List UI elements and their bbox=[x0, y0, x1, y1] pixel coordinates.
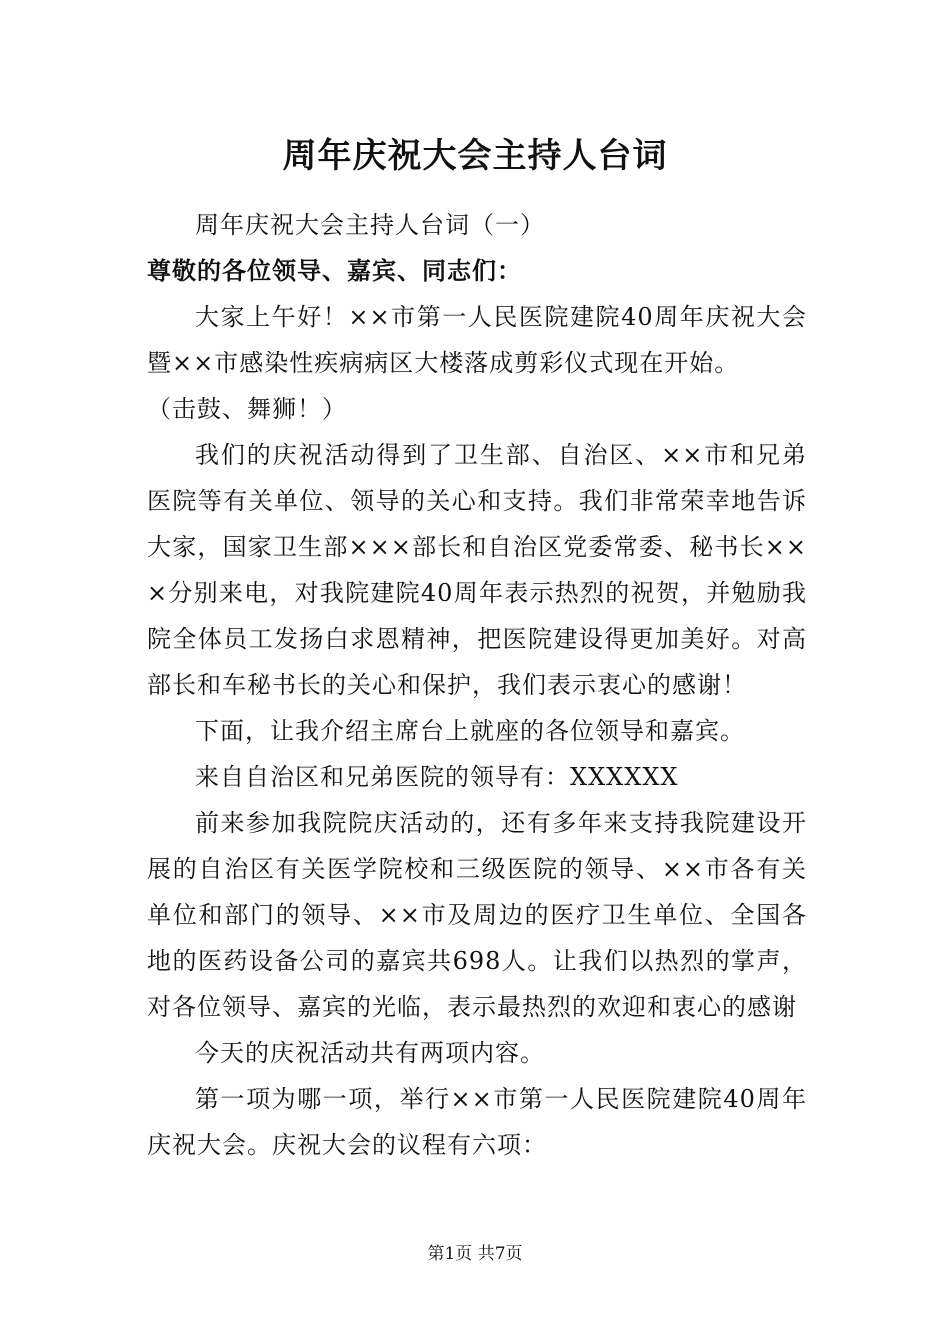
paragraph: 大家上午好！××市第一人民医院建院40周年庆祝大会暨××市感染性疾病病区大楼落成剪彩仪式现在开始。 bbox=[147, 303, 807, 377]
paragraph: 前来参加我院院庆活动的，还有多年来支持我院建设开展的自治区有关医学院校和三级医院的领导、××市各有关单位和部门的领导、××市及周边的医疗卫生单位、全国各地的医药设备公司的嘉宾共698人。让我们以热烈的掌声，对各位领导、嘉宾的光临，表示最热烈的欢迎和衷心的感谢 bbox=[147, 809, 807, 1021]
paragraph: 来自自治区和兄弟医院的领导有：XXXXXX bbox=[195, 763, 679, 791]
paragraph: 今天的庆祝活动共有两项内容。 bbox=[195, 1039, 545, 1067]
paragraph: 下面，让我介绍主席台上就座的各位领导和嘉宾。 bbox=[195, 717, 745, 745]
paragraph: 我们的庆祝活动得到了卫生部、自治区、××市和兄弟医院等有关单位、领导的关心和支持。我们非常荣幸地告诉大家，国家卫生部×××部长和自治区党委常委、秘书长×××分别来电，对我院建院40周年表示热烈的祝贺，并勉励我院全体员工发扬白求恩精神，把医院建设得更加美好。对高部长和车秘书长的关心和保护，我们表示衷心的感谢！ bbox=[147, 441, 807, 699]
salutation: 尊敬的各位领导、嘉宾、同志们： bbox=[147, 256, 522, 285]
paragraph: （击鼓、舞狮！） bbox=[147, 395, 347, 423]
document-body bbox=[147, 202, 807, 1168]
document-title: 周年庆祝大会主持人台词 bbox=[282, 136, 668, 176]
page-number-footer: 第1页 共7页 bbox=[427, 1244, 523, 1264]
document-subtitle: 周年庆祝大会主持人台词（一） bbox=[195, 211, 545, 239]
paragraph: 第一项为哪一项，举行××市第一人民医院建院40周年庆祝大会。庆祝大会的议程有六项： bbox=[147, 1085, 807, 1159]
